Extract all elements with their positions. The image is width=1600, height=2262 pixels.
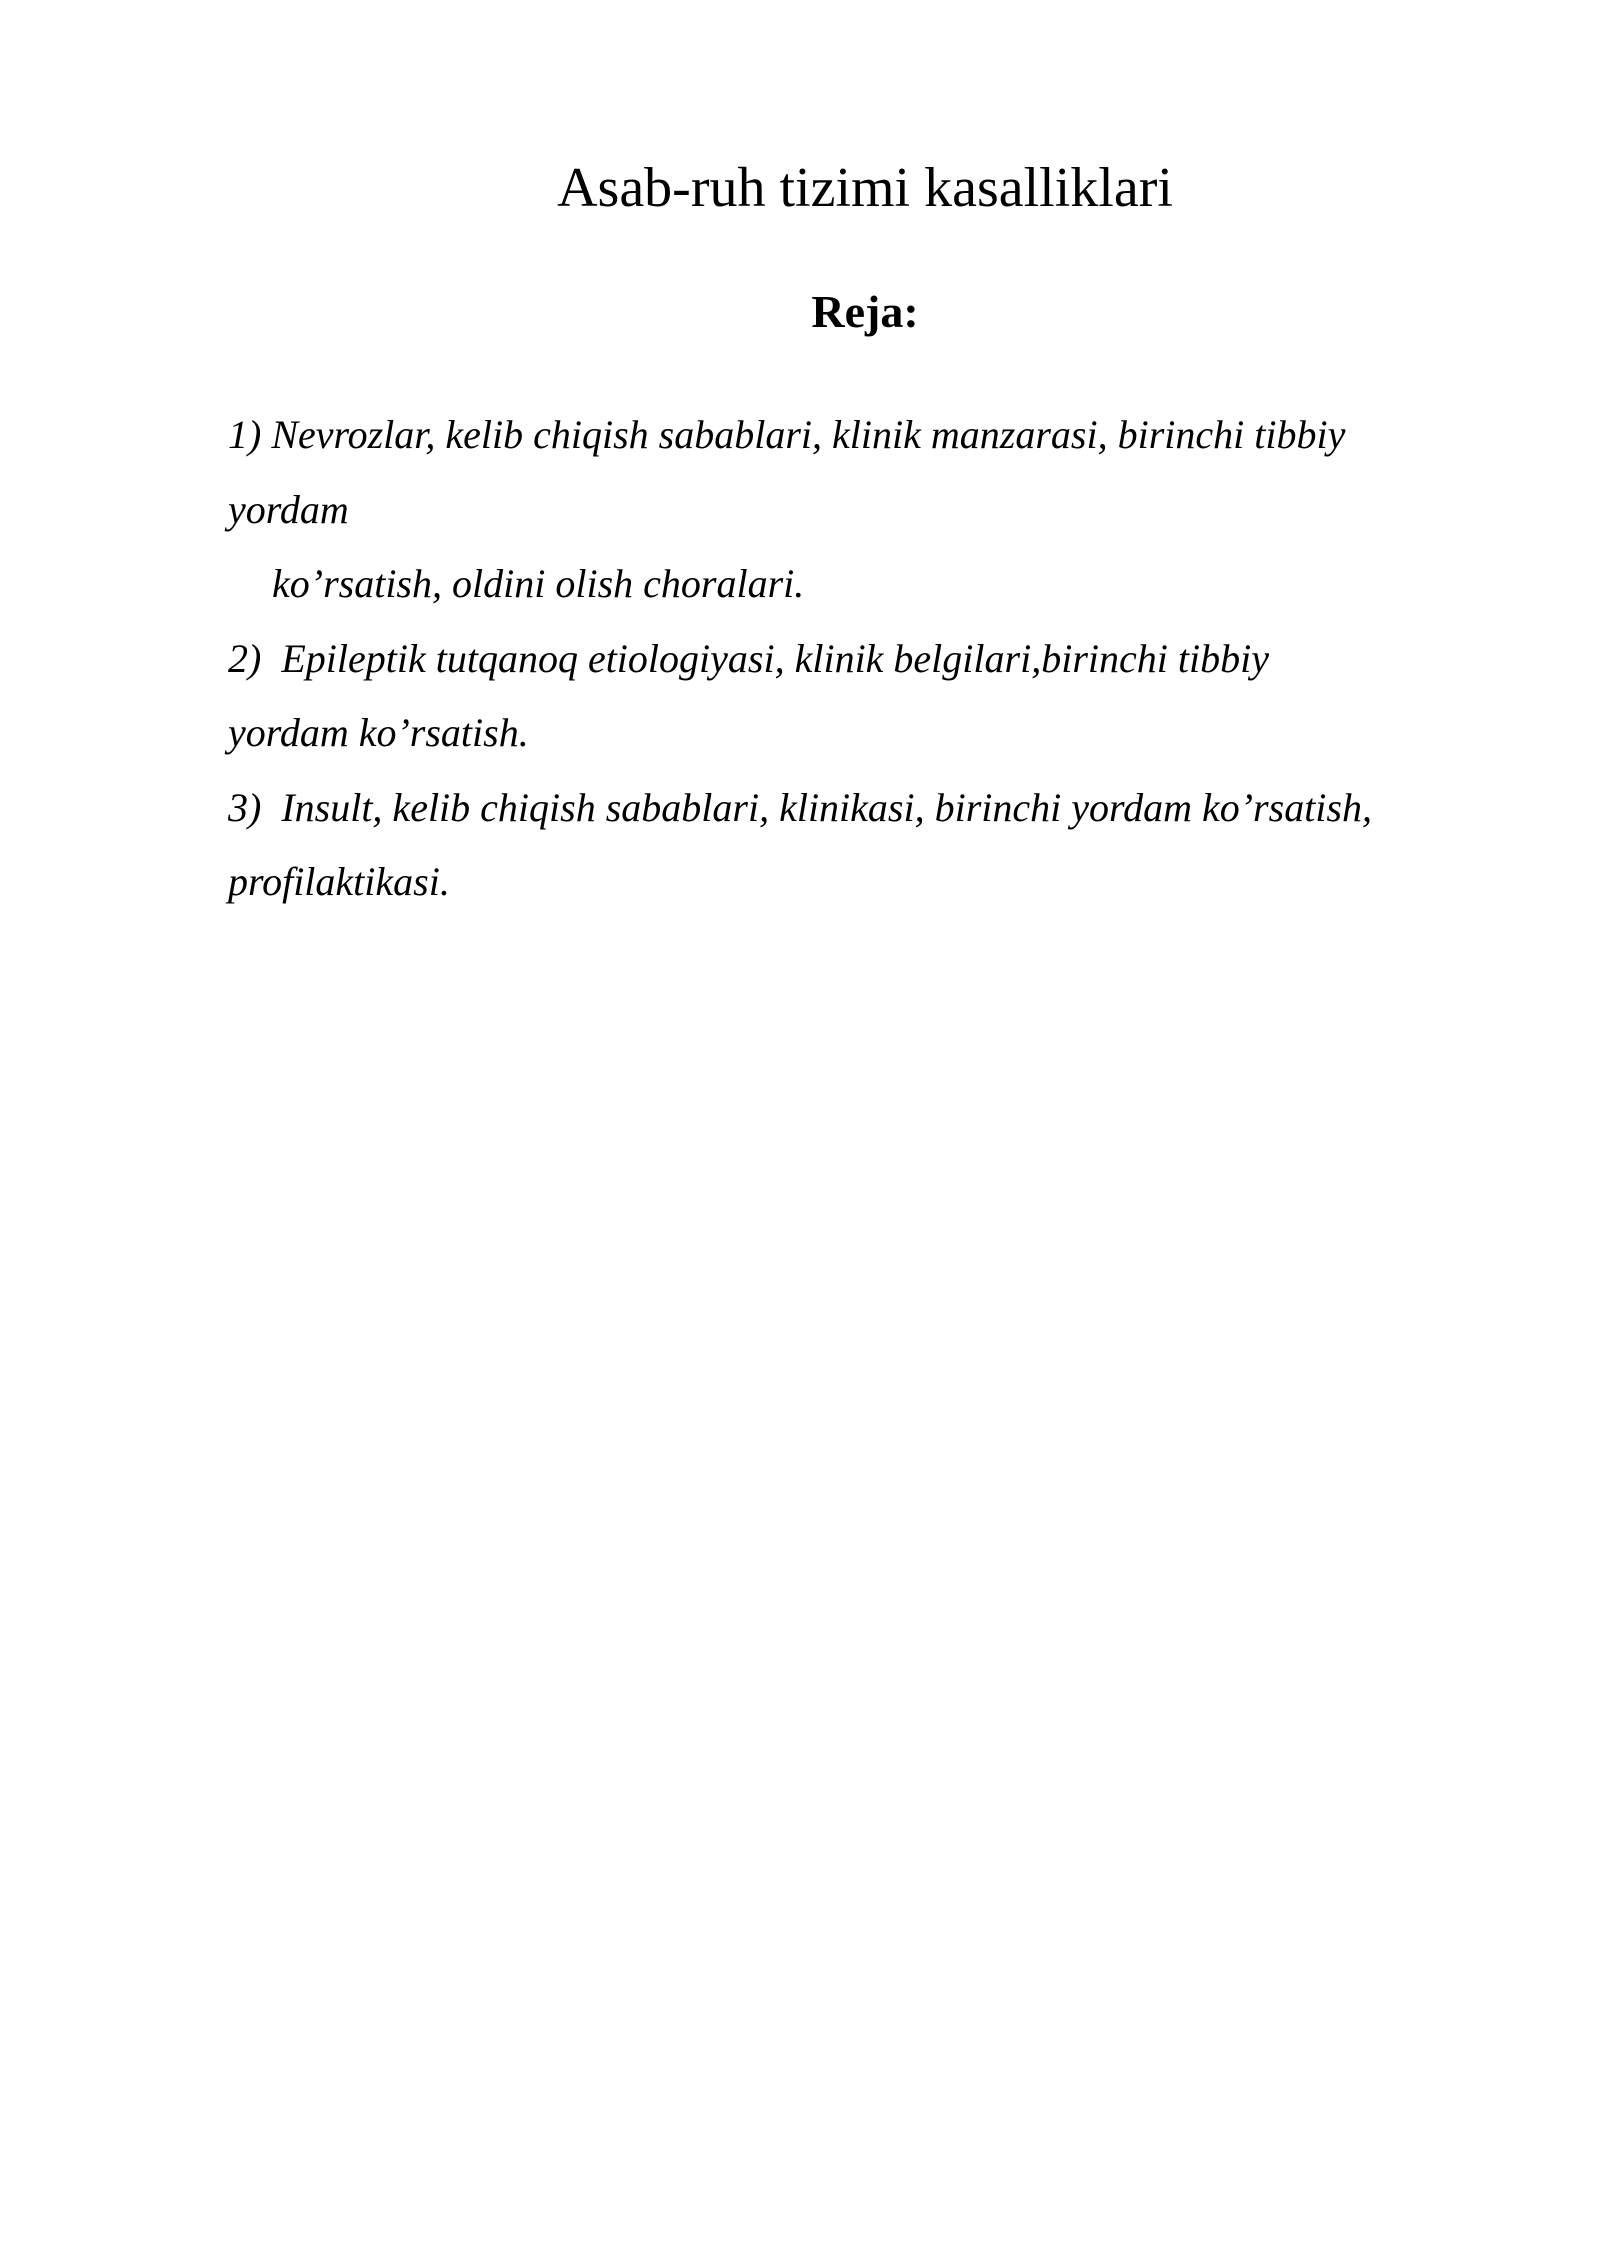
plan-line-6: 3) Insult, kelib chiqish sabablari, klinikasi, birinchi yordam ko’rsatish, — [228, 784, 1372, 830]
plan-line-7: profilaktikasi. — [228, 859, 450, 904]
plan-line-5: yordam ko’rsatish. — [228, 710, 529, 755]
plan-list — [228, 398, 1478, 920]
plan-line-1: 1) Nevrozlar, kelib chiqish sabablari, klinik manzarasi, birinchi tibbiy — [228, 412, 1346, 457]
document-title: Asab-ruh tizimi kasalliklari — [557, 157, 1173, 219]
plan-line-4: 2) Epileptik tutqanoq etiologiyasi, klinik belgilari,birinchi tibbiy — [228, 635, 1269, 681]
plan-line-3: ko’rsatish, oldini olish choralari. — [272, 561, 805, 606]
plan-heading: Reja: — [811, 286, 919, 337]
plan-line-2: yordam — [228, 486, 349, 532]
